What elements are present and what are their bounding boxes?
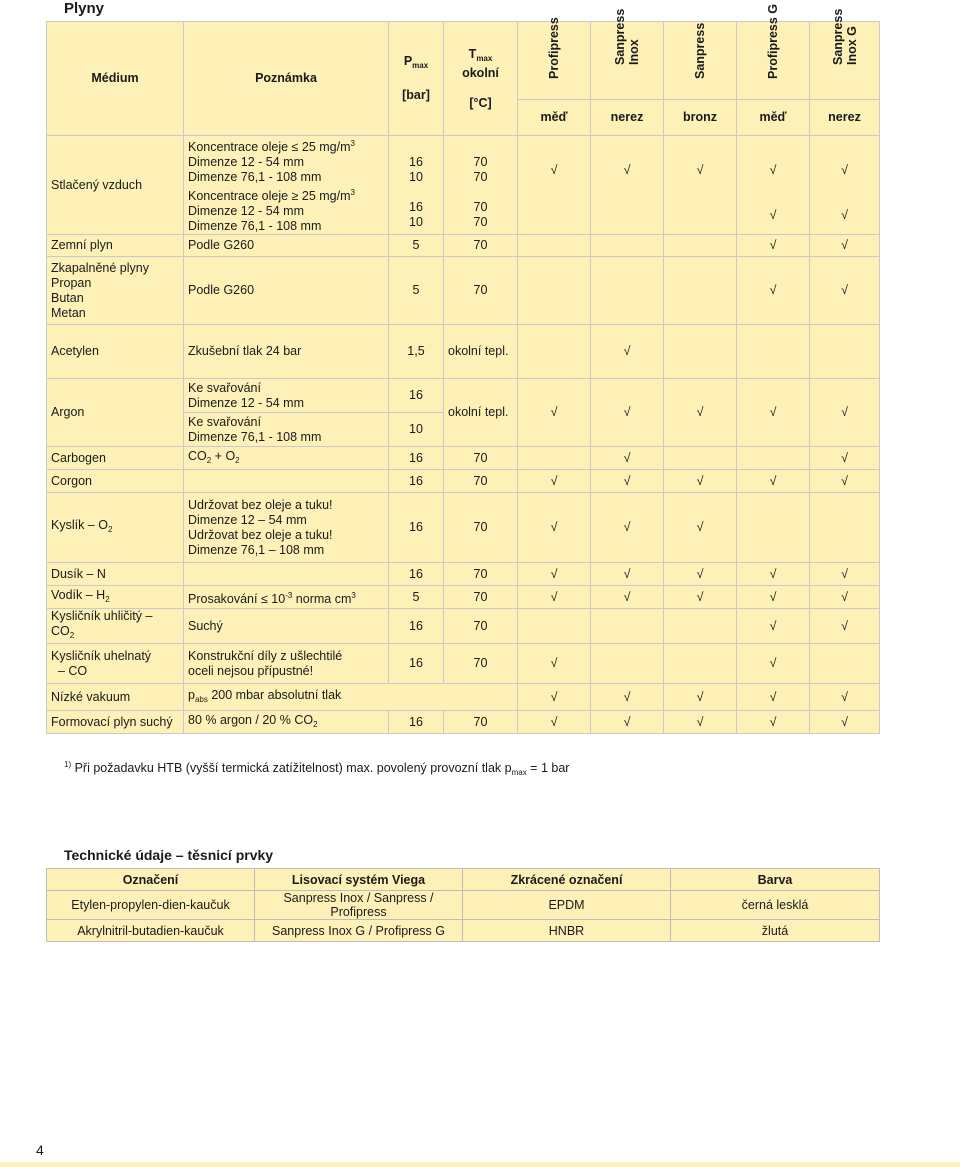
header-abbr: Zkrácené označení: [463, 869, 671, 891]
check-cell: √: [810, 609, 880, 644]
header-system-sanpress-inox: Sanpress Inox: [591, 22, 664, 100]
page-title: Plyny: [64, 0, 105, 17]
note: 80 % argon / 20 % $CO_2$: [184, 711, 389, 734]
check-cell: √: [591, 325, 664, 379]
check-cell: √: [518, 136, 591, 235]
check-cell: √: [810, 257, 880, 325]
check-cell: √: [810, 586, 880, 609]
tmax-value: 70: [444, 235, 518, 257]
table-row: [47, 325, 880, 379]
check-cell: √: [518, 563, 591, 586]
table-row: [47, 563, 880, 586]
tmax-value: 70: [444, 470, 518, 493]
check-cell: √: [518, 711, 591, 734]
pmax-value: 16: [389, 379, 444, 413]
table-row: [47, 891, 880, 920]
medium-name: Kysličník uhelnatý – CO: [47, 644, 184, 684]
check-cell: √: [518, 644, 591, 684]
table-row: [47, 470, 880, 493]
tmax-value: okolní tepl.: [444, 379, 518, 447]
pmax-value: 16: [389, 493, 444, 563]
check-cell: √: [664, 711, 737, 734]
seal-system: Sanpress Inox / Sanpress / Profipress: [255, 891, 463, 920]
check-cell: √: [810, 470, 880, 493]
table-row: [47, 586, 880, 609]
header-note: Poznámka: [184, 22, 389, 136]
check-cell: √: [737, 379, 810, 447]
check-cell: √: [810, 711, 880, 734]
note: Suchý: [184, 609, 389, 644]
note: Prosakování ≤ $10^{-3}$ norma $cm^3$: [184, 586, 389, 609]
check-cell: √: [737, 586, 810, 609]
table-row: [47, 493, 880, 563]
check-cell: √: [737, 235, 810, 257]
footnote: $^{1)}$ Při požadavku HTB (vyšší termická zatížitelnost) max. povolený provozní tlak $p_{max} = 1$ bar: [64, 760, 570, 778]
check-cell: √: [591, 586, 664, 609]
table-row: [47, 136, 880, 235]
header-system-sanpress: Sanpress: [664, 22, 737, 100]
medium-name: Stlačený vzduch: [47, 136, 184, 235]
check-cell: √: [810, 684, 880, 711]
note: Konstrukční díly z ušlechtilé oceli nejsou přípustné!: [184, 644, 389, 684]
note: Ke svařování Dimenze 76,1 - 108 mm: [184, 413, 389, 447]
check-cell: √: [664, 136, 737, 235]
tmax-value: 70: [444, 586, 518, 609]
seal-abbr: EPDM: [463, 891, 671, 920]
seal-section-title: Technické údaje – těsnicí prvky: [64, 847, 274, 863]
pmax-value: 16: [389, 644, 444, 684]
check-cell: √: [591, 379, 664, 447]
tmax-value: 70: [444, 711, 518, 734]
table-row: [47, 379, 880, 413]
header-medium: Médium: [47, 22, 184, 136]
seal-color: žlutá: [671, 920, 880, 942]
seal-abbr: HNBR: [463, 920, 671, 942]
tmax-value: 70: [444, 609, 518, 644]
medium-name: Nízké vakuum: [47, 684, 184, 711]
check-cell: √: [737, 470, 810, 493]
medium-name: Dusík – N: [47, 563, 184, 586]
seal-system: Sanpress Inox G / Profipress G: [255, 920, 463, 942]
medium-name: Kysličník uhličitý – $CO_2$: [47, 609, 184, 644]
check-cell: √: [518, 586, 591, 609]
pmax-value: 1,5: [389, 325, 444, 379]
header-system-profipress-g: Profipress G: [737, 22, 810, 100]
medium-name: Vodík – $H_2$: [47, 586, 184, 609]
check-cell: √: [591, 493, 664, 563]
material-2: bronz: [664, 100, 737, 136]
tmax-value: 70: [444, 493, 518, 563]
table-row: [47, 257, 880, 325]
check-cell: √: [810, 379, 880, 447]
seal-color: černá lesklá: [671, 891, 880, 920]
medium-name: Formovací plyn suchý: [47, 711, 184, 734]
material-1: nerez: [591, 100, 664, 136]
check-cell: √: [518, 470, 591, 493]
note: Ke svařování Dimenze 12 - 54 mm: [184, 379, 389, 413]
pmax-value: 16: [389, 609, 444, 644]
check-cell: √: [810, 447, 880, 470]
pmax-value: 10: [389, 413, 444, 447]
check-cell: √ √: [737, 136, 810, 235]
note: Podle G260: [184, 257, 389, 325]
check-cell: √: [591, 563, 664, 586]
tmax-value: 70: [444, 644, 518, 684]
medium-name: Zemní plyn: [47, 235, 184, 257]
seal-table: [46, 868, 880, 942]
check-cell: √: [518, 379, 591, 447]
check-cell: √: [518, 684, 591, 711]
header-pmax: $P_{max}$ [bar]: [389, 22, 444, 136]
check-cell: √: [737, 609, 810, 644]
check-cell: √: [591, 711, 664, 734]
check-cell: √: [737, 257, 810, 325]
check-cell: √: [737, 711, 810, 734]
note: Udržovat bez oleje a tuku! Dimenze 12 – 54 mm Udržovat bez oleje a tuku! Dimenze 76,1 – 108 mm: [184, 493, 389, 563]
check-cell: √: [591, 684, 664, 711]
check-cell: √: [664, 586, 737, 609]
header-color: Barva: [671, 869, 880, 891]
medium-name: Acetylen: [47, 325, 184, 379]
note: Zkušební tlak 24 bar: [184, 325, 389, 379]
seal-name: Akrylnitril-butadien-kaučuk: [47, 920, 255, 942]
pmax-value: 16: [389, 470, 444, 493]
pmax-value: 16 10 16 10: [389, 136, 444, 235]
medium-name: Kyslík – $O_2$: [47, 493, 184, 563]
check-cell: √ √: [810, 136, 880, 235]
seal-table-header: [47, 869, 880, 891]
check-cell: √: [737, 563, 810, 586]
header-tmax: $T_{max}$ okolní [°C]: [444, 22, 518, 136]
table-row: [47, 644, 880, 684]
check-cell: √: [810, 563, 880, 586]
header-oznaceni: Označení: [47, 869, 255, 891]
check-cell: √: [664, 493, 737, 563]
gases-table: [46, 3, 880, 734]
note: Podle G260: [184, 235, 389, 257]
pmax-value: 5: [389, 257, 444, 325]
header-system-profipress: Profipress: [518, 22, 591, 100]
table-row: [47, 684, 880, 711]
header-system: Lisovací systém Viega: [255, 869, 463, 891]
check-cell: √: [737, 684, 810, 711]
footer-bar: [0, 1162, 960, 1167]
tmax-value: 70: [444, 563, 518, 586]
tmax-value: 70: [444, 447, 518, 470]
check-cell: √: [664, 379, 737, 447]
pmax-value: 16: [389, 447, 444, 470]
tmax-value: okolní tepl.: [444, 325, 518, 379]
seal-name: Etylen-propylen-dien-kaučuk: [47, 891, 255, 920]
header-system-sanpress-inox-g: Sanpress Inox G: [810, 22, 880, 100]
check-cell: √: [591, 447, 664, 470]
check-cell: √: [664, 470, 737, 493]
table-row: [47, 920, 880, 942]
material-0: měď: [518, 100, 591, 136]
tmax-value: 70 70 70 70: [444, 136, 518, 235]
table-row: [47, 447, 880, 470]
table-row: [47, 609, 880, 644]
check-cell: √: [518, 493, 591, 563]
material-3: měď: [737, 100, 810, 136]
note: $CO_2 + O_2$: [184, 447, 389, 470]
check-cell: √: [664, 563, 737, 586]
pmax-value: 5: [389, 235, 444, 257]
table-row: [47, 711, 880, 734]
note: $p_{abs}$ 200 mbar absolutní tlak: [184, 684, 518, 711]
page-number: 4: [36, 1142, 44, 1158]
medium-name: Zkapalněné plyny Propan Butan Metan: [47, 257, 184, 325]
check-cell: √: [737, 644, 810, 684]
check-cell: √: [664, 684, 737, 711]
note: Koncentrace oleje ≤ 25 $mg/m^3$ Dimenze 12 - 54 mm Dimenze 76,1 - 108 mm Koncentrace oleje ≥ 25 $mg/m^3$ Dimenze 12 - 54 mm Dimenze 76,1 - 108 mm: [184, 136, 389, 235]
pmax-value: 5: [389, 586, 444, 609]
table-row: [47, 235, 880, 257]
check-cell: √: [810, 235, 880, 257]
check-cell: √: [591, 136, 664, 235]
pmax-value: 16: [389, 711, 444, 734]
medium-name: Carbogen: [47, 447, 184, 470]
medium-name: Argon: [47, 379, 184, 447]
check-cell: √: [591, 470, 664, 493]
material-4: nerez: [810, 100, 880, 136]
medium-name: Corgon: [47, 470, 184, 493]
tmax-value: 70: [444, 257, 518, 325]
pmax-value: 16: [389, 563, 444, 586]
